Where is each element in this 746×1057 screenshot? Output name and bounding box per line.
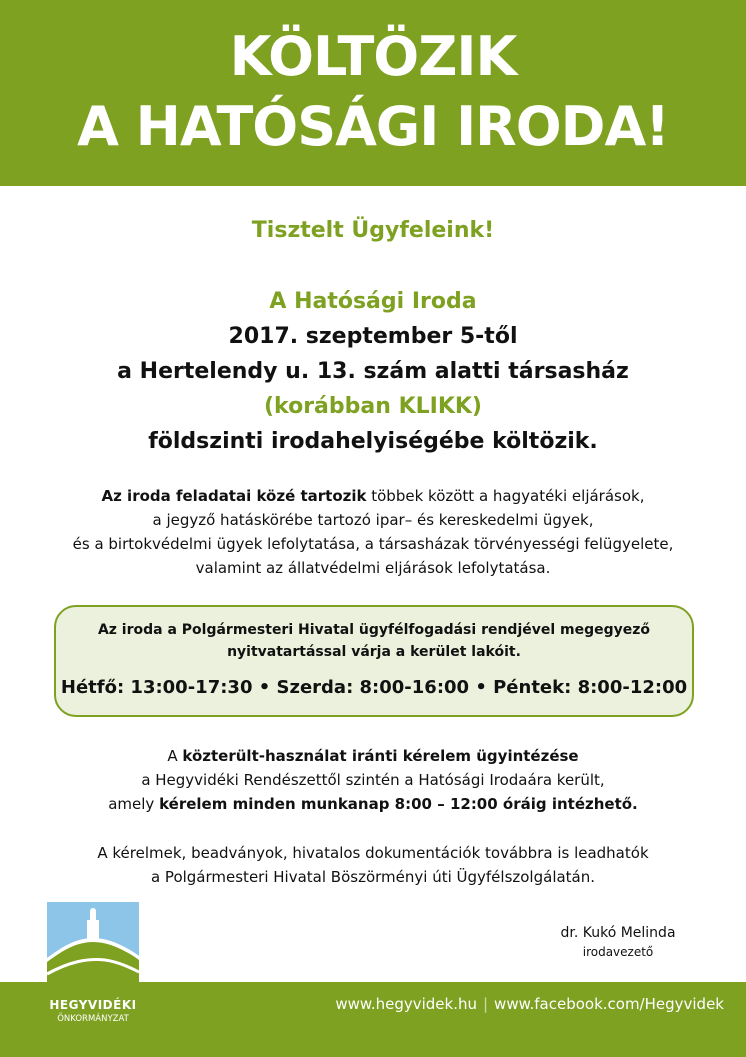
announcement-former-name: (korábban KLIKK)	[264, 394, 482, 419]
headline-line-2: A HATÓSÁGI IRODA!	[77, 95, 669, 158]
headline-line-1: KÖLTÖZIK	[229, 25, 517, 88]
public-space-line-3-prefix: amely	[108, 795, 160, 813]
public-space-line-2: a Hegyvidéki Rendészettől szintén a Hatósági Irodaára került,	[141, 771, 605, 789]
submissions-line-1: A kérelmek, beadványok, hivatalos dokumentációk továbbra is leadhatók	[97, 844, 649, 862]
public-space-line-3-bold: kérelem minden munkanap 8:00 – 12:00 óráig intézhető.	[159, 795, 638, 813]
facebook-link[interactable]: www.facebook.com/Hegyvidek	[494, 995, 724, 1013]
submissions-paragraph	[0, 841, 746, 889]
public-space-line-1	[0, 744, 746, 768]
hours-intro-line-2: nyitvatartással várja a kerület lakóit.	[227, 644, 521, 660]
greeting: Tisztelt Ügyfeleink!	[251, 218, 495, 243]
public-space-line-1-bold: közterült-használat iránti kérelem ügyintézése	[182, 747, 579, 765]
tasks-paragraph	[0, 484, 746, 580]
announcement-date: 2017. szeptember 5-től	[228, 324, 518, 349]
tasks-line-3: és a birtokvédelmi ügyek lefolytatása, a társasházak törvényességi felügyelete,	[72, 535, 674, 553]
public-space-line-1-prefix: A	[167, 747, 183, 765]
submissions-line-2: a Polgármesteri Hivatal Böszörményi úti Ügyfélszolgálatán.	[150, 868, 596, 886]
footer-separator: |	[482, 995, 489, 1013]
hegyvideki-logo	[47, 902, 139, 1028]
signature-name: dr. Kukó Melinda	[560, 925, 676, 941]
opening-hours: Hétfő: 13:00-17:30 • Szerda: 8:00-16:00 • Péntek: 8:00-12:00	[60, 677, 688, 698]
website-link[interactable]: www.hegyvidek.hu	[335, 995, 477, 1013]
signature-block	[548, 925, 688, 959]
public-space-paragraph	[0, 744, 746, 816]
tasks-line-1	[0, 484, 746, 508]
logo-name: HEGYVIDÉKI	[49, 998, 137, 1012]
tasks-lead-rest: többek között a hagyatéki eljárások,	[366, 487, 645, 505]
hill-tower-icon	[47, 902, 139, 994]
tasks-line-2: a jegyző hatáskörébe tartozó ipar– és kereskedelmi ügyek,	[152, 511, 594, 529]
logo-subtitle: ÖNKORMÁNYZAT	[57, 1014, 129, 1024]
header-banner	[0, 0, 746, 186]
signature-title: irodavezető	[582, 945, 654, 959]
announcement-address: a Hertelendy u. 13. szám alatti társasház	[117, 359, 629, 384]
tasks-lead-bold: Az iroda feladatai közé tartozik	[101, 487, 367, 505]
tasks-line-4: valamint az állatvédelmi eljárások lefolytatása.	[195, 559, 551, 577]
footer-links	[335, 995, 724, 1013]
announcement-office: A Hatósági Iroda	[269, 289, 477, 314]
hours-intro-line-1: Az iroda a Polgármesteri Hivatal ügyfélfogadási rendjével megegyező	[97, 622, 651, 638]
public-space-line-3	[0, 792, 746, 816]
opening-hours-box	[54, 605, 694, 717]
announcement	[0, 284, 746, 459]
announcement-destination: földszinti irodahelyiségébe költözik.	[148, 429, 598, 454]
